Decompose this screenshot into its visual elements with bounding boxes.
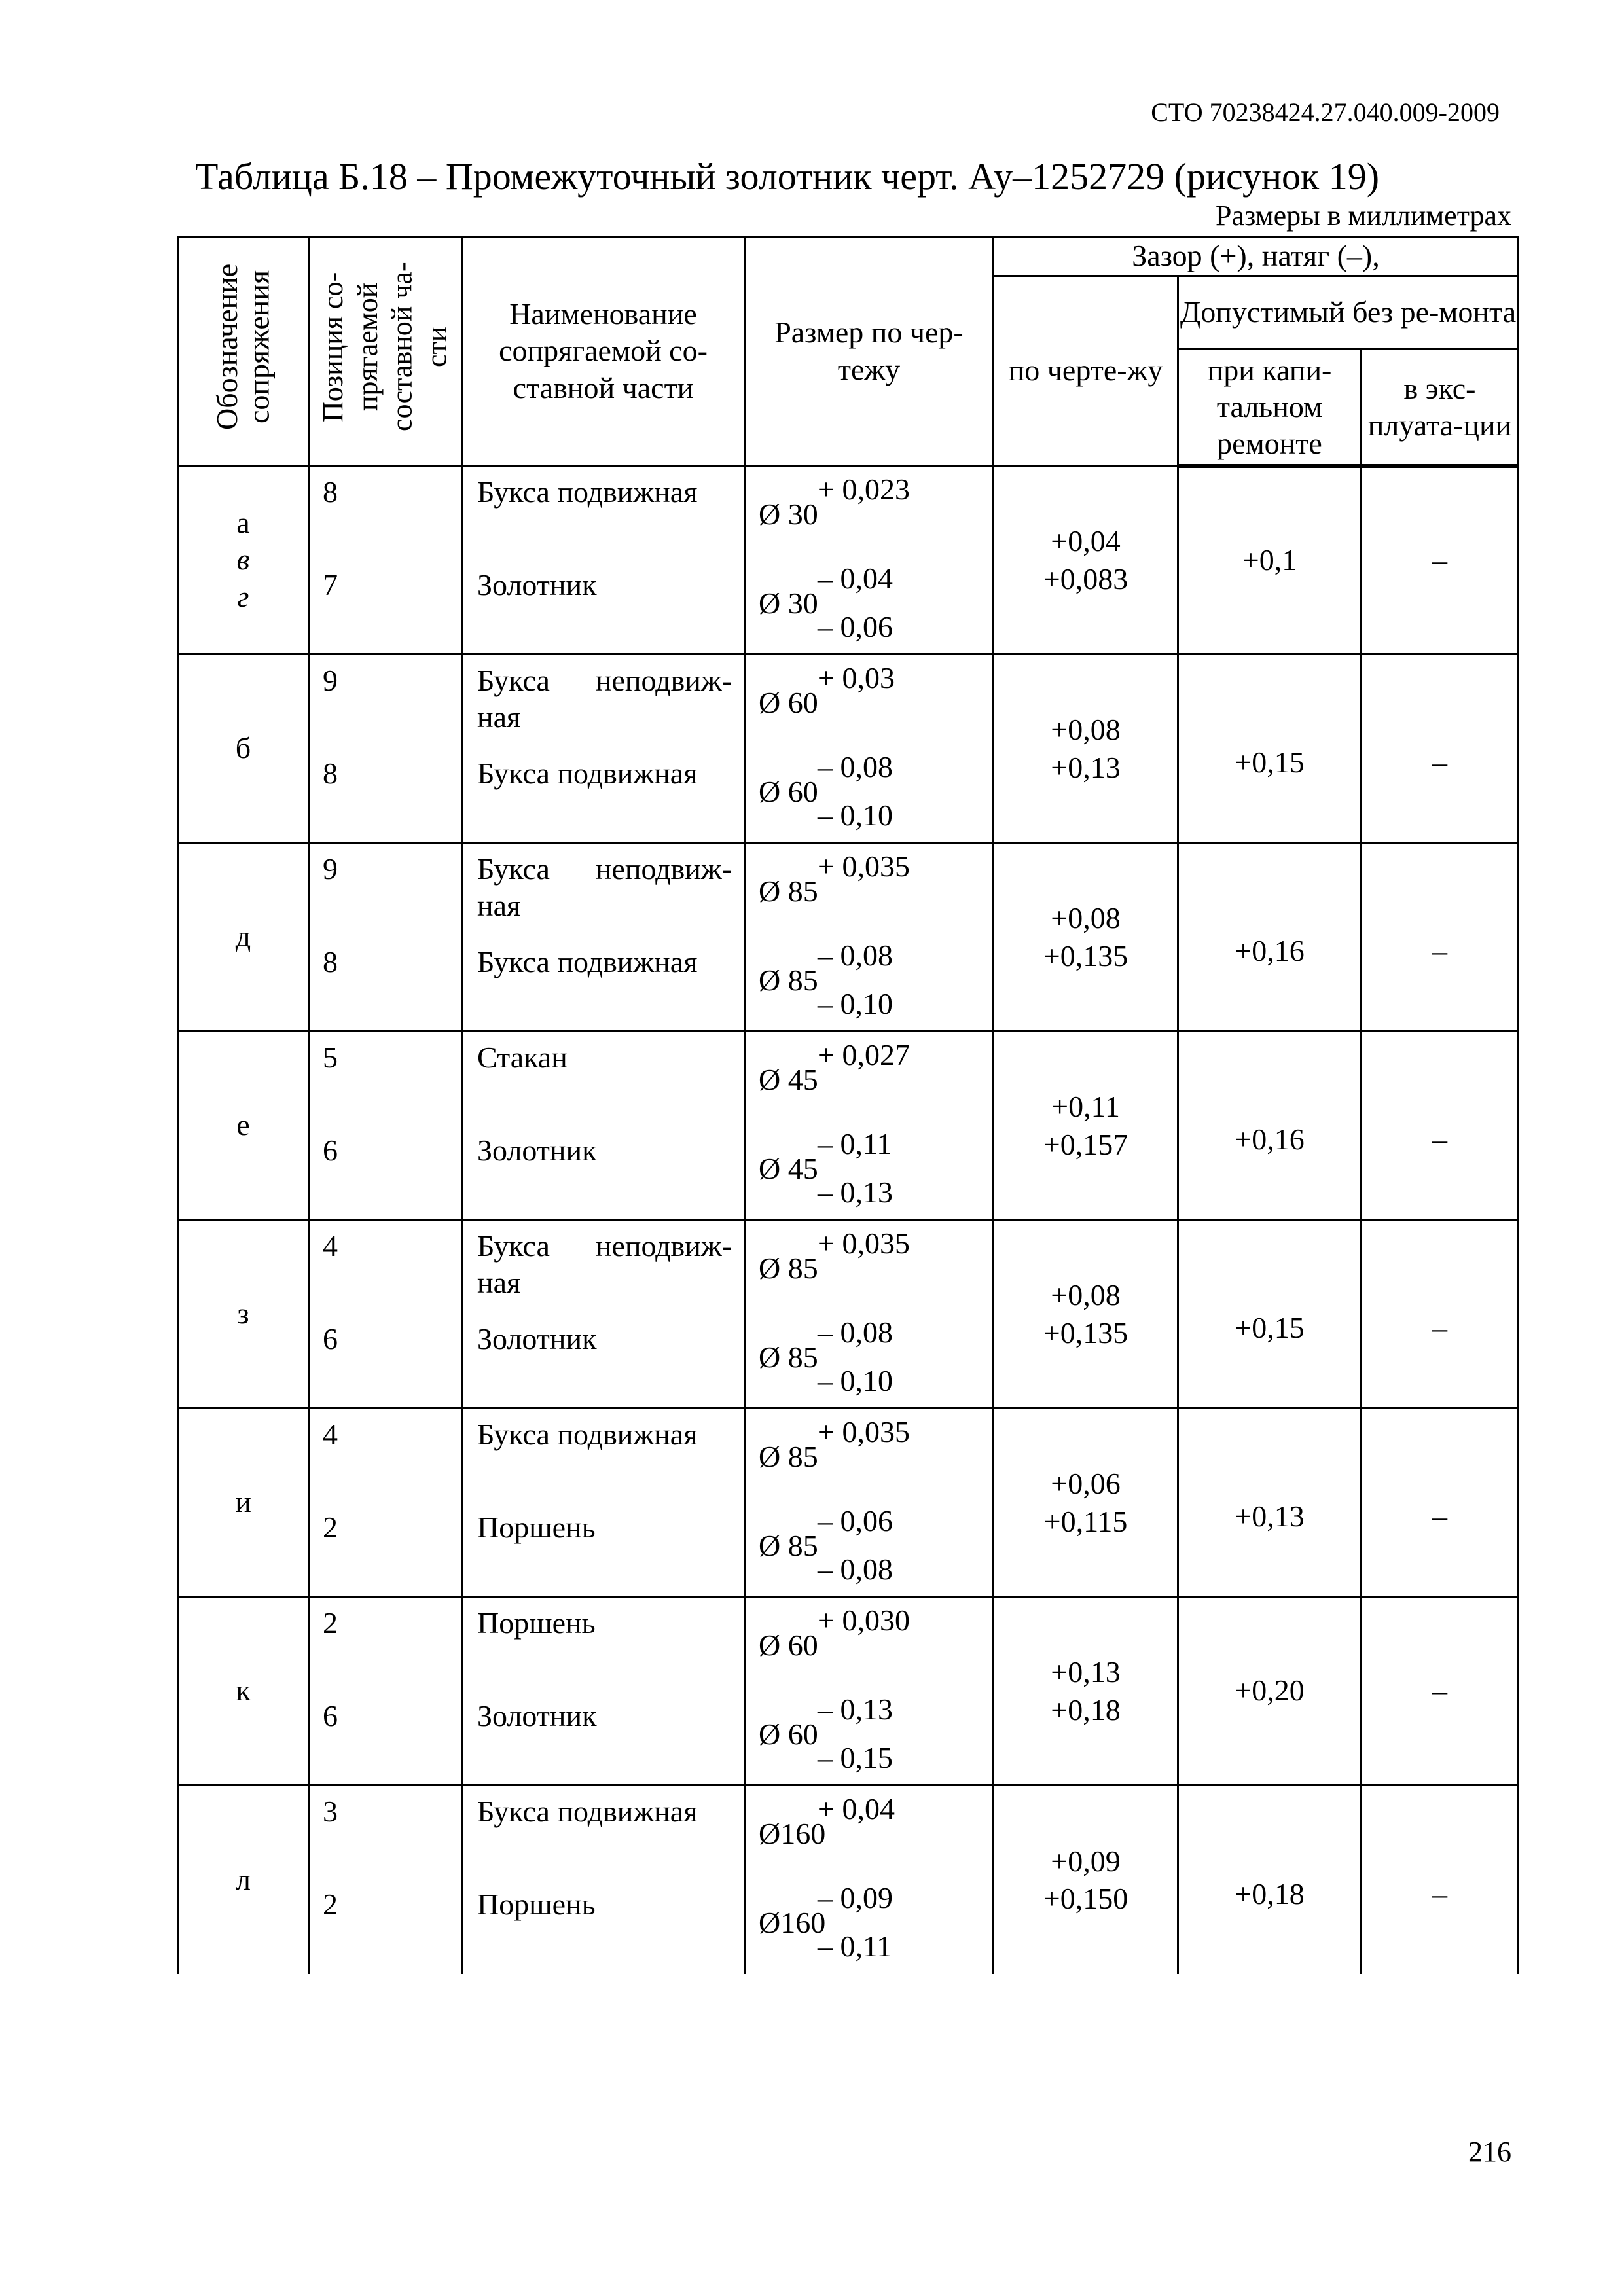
tolerance-bottom-lower: – 0,08 <box>818 1552 893 1586</box>
in-operation-value: – <box>1432 543 1447 577</box>
table-row <box>178 655 1519 843</box>
position-cell <box>309 1408 462 1597</box>
designation-cell <box>178 843 309 1031</box>
position-bottom: 2 <box>323 1510 338 1544</box>
col-allowed-group: Допустимый без ре-монта <box>1178 276 1519 350</box>
tolerance-top: + 0,04 <box>818 1792 895 1826</box>
col-position: Позиция со-прягаемой составной ча-сти <box>309 237 462 466</box>
position-top: 3 <box>323 1795 338 1829</box>
capital-repair-value: +0,20 <box>1235 1674 1305 1708</box>
col-gap-group: Зазор (+), натяг (–), <box>994 237 1519 276</box>
tolerance-bottom-lower: – 0,10 <box>818 986 893 1020</box>
table-row <box>178 843 1519 1031</box>
part-name-cell <box>462 1408 745 1597</box>
drawing-size-cell <box>745 655 994 843</box>
gap-max: +0,135 <box>1043 1316 1128 1350</box>
designation-letter: и <box>235 1485 251 1519</box>
position-cell <box>309 1220 462 1408</box>
dimension-top: Ø 85 <box>759 1251 818 1285</box>
tolerance-bottom-lower: – 0,13 <box>818 1175 893 1209</box>
position-cell <box>309 1785 462 1974</box>
tolerance-top: + 0,030 <box>818 1603 910 1637</box>
dimension-top: Ø 45 <box>759 1062 818 1096</box>
part-name-bottom: Поршень <box>477 1510 596 1544</box>
part-name-bottom: Золотник <box>477 1321 597 1355</box>
tolerance-bottom-lower: – 0,15 <box>818 1740 893 1774</box>
part-name-top: Букса подвижная <box>477 1795 698 1829</box>
drawing-size-cell <box>745 1597 994 1785</box>
capital-repair-cell <box>1178 655 1362 843</box>
dimension-bottom: Ø 45 <box>759 1151 818 1185</box>
part-name-top: Букса подвижная <box>477 1417 698 1451</box>
capital-repair-value: +0,1 <box>1242 543 1297 577</box>
position-cell <box>309 843 462 1031</box>
tolerance-top: + 0,035 <box>818 1226 910 1260</box>
dimension-bottom: Ø 60 <box>759 1717 818 1751</box>
in-operation-value: – <box>1432 934 1447 968</box>
designation-cell <box>178 1408 309 1597</box>
capital-repair-value: +0,16 <box>1235 1122 1305 1157</box>
position-top: 5 <box>323 1040 338 1074</box>
position-top: 4 <box>323 1417 338 1451</box>
col-capital-repair: при капи-тальном ремонте <box>1178 350 1362 466</box>
gap-max: +0,115 <box>1043 1504 1128 1538</box>
designation-letter: б <box>235 731 251 765</box>
gap-min: +0,08 <box>1051 713 1121 746</box>
tolerance-bottom-upper: – 0,08 <box>818 1315 893 1349</box>
designation-cell <box>178 1220 309 1408</box>
in-operation-value: – <box>1432 1122 1447 1157</box>
part-name-cell <box>462 655 745 843</box>
position-top: 8 <box>323 475 338 509</box>
dimension-top: Ø 60 <box>759 685 818 719</box>
position-top: 4 <box>323 1229 338 1263</box>
designation-letter: а <box>236 506 250 540</box>
designation-letter: г <box>237 579 249 613</box>
position-cell <box>309 1031 462 1220</box>
designation-cell <box>178 655 309 843</box>
part-name-bottom: Букса подвижная <box>477 756 698 790</box>
dimension-top: Ø160 <box>759 1817 826 1851</box>
in-operation-cell <box>1362 1220 1519 1408</box>
col-drawing-size: Размер по чер-тежу <box>745 237 994 466</box>
designation-letter: д <box>235 920 251 954</box>
drawing-size-cell <box>745 466 994 655</box>
in-operation-cell <box>1362 1408 1519 1597</box>
capital-repair-value: +0,15 <box>1235 1311 1305 1345</box>
capital-repair-value: +0,13 <box>1235 1499 1305 1534</box>
gap-max: +0,13 <box>1051 750 1121 784</box>
drawing-size-cell <box>745 1408 994 1597</box>
part-name-bottom: Золотник <box>477 1698 597 1732</box>
tolerance-bottom-upper: – 0,09 <box>818 1881 893 1915</box>
gap-max: +0,150 <box>1043 1882 1128 1916</box>
dimension-bottom: Ø 60 <box>759 774 818 808</box>
gap-min: +0,09 <box>1051 1844 1121 1878</box>
tolerance-bottom-upper: – 0,04 <box>818 561 893 595</box>
tolerance-top: + 0,023 <box>818 472 910 506</box>
tolerance-bottom-upper: – 0,08 <box>818 938 893 972</box>
gap-by-drawing-cell <box>994 1785 1178 1974</box>
dimension-top: Ø 60 <box>759 1628 818 1662</box>
dimension-top: Ø 85 <box>759 874 818 908</box>
gap-max: +0,083 <box>1043 562 1128 596</box>
capital-repair-value: +0,18 <box>1235 1877 1305 1911</box>
tolerance-top: + 0,035 <box>818 849 910 883</box>
designation-cell <box>178 1785 309 1974</box>
part-name-cell <box>462 843 745 1031</box>
part-name-top: Букса подвижная <box>477 475 698 509</box>
part-name-bottom: Букса подвижная <box>477 944 698 978</box>
position-bottom: 6 <box>323 1321 338 1355</box>
page-number: 216 <box>1468 2136 1511 2168</box>
table-caption: Таблица Б.18 – Промежуточный золотник черт. Ау–1252729 (рисунок 19) <box>195 155 1380 198</box>
in-operation-value: – <box>1432 1877 1447 1911</box>
table-row <box>178 1408 1519 1597</box>
designation-letter: л <box>236 1863 251 1897</box>
in-operation-value: – <box>1432 1499 1447 1534</box>
drawing-size-cell <box>745 1785 994 1974</box>
table-row <box>178 1031 1519 1220</box>
position-top: 9 <box>323 852 338 886</box>
gap-by-drawing-cell <box>994 1220 1178 1408</box>
dimension-bottom: Ø 85 <box>759 1528 818 1562</box>
dimension-top: Ø 85 <box>759 1439 818 1473</box>
in-operation-cell <box>1362 655 1519 843</box>
gap-max: +0,135 <box>1043 939 1128 973</box>
position-bottom: 6 <box>323 1698 338 1732</box>
part-name-bottom: Поршень <box>477 1888 596 1922</box>
part-name-bottom: Золотник <box>477 1133 597 1167</box>
in-operation-value: – <box>1432 1674 1447 1708</box>
in-operation-cell <box>1362 1031 1519 1220</box>
drawing-size-cell <box>745 1220 994 1408</box>
part-name-top: Стакан <box>477 1040 568 1074</box>
capital-repair-value: +0,16 <box>1235 934 1305 968</box>
col-by-drawing: по черте-жу <box>994 276 1178 466</box>
tolerance-bottom-upper: – 0,13 <box>818 1692 893 1726</box>
mating-parts-table <box>177 236 1519 1974</box>
tolerance-top: + 0,03 <box>818 660 895 694</box>
part-name-cell <box>462 1220 745 1408</box>
units-note: Размеры в миллиметрах <box>1216 200 1511 232</box>
dimension-bottom: Ø 85 <box>759 963 818 997</box>
col-part-name: Наименование сопрягаемой со-ставной части <box>462 237 745 466</box>
gap-min: +0,06 <box>1051 1467 1121 1500</box>
designation-cell <box>178 1031 309 1220</box>
capital-repair-cell <box>1178 1408 1362 1597</box>
in-operation-cell <box>1362 1785 1519 1974</box>
part-name-top: Букса неподвиж-ная <box>477 852 732 922</box>
table-row <box>178 1220 1519 1408</box>
part-name-top: Букса неподвиж-ная <box>477 1229 732 1299</box>
gap-max: +0,157 <box>1043 1127 1128 1161</box>
position-bottom: 6 <box>323 1133 338 1167</box>
gap-min: +0,04 <box>1051 524 1121 558</box>
table-row <box>178 1597 1519 1785</box>
gap-by-drawing-cell <box>994 1408 1178 1597</box>
gap-min: +0,11 <box>1051 1090 1120 1123</box>
col-designation: Обозначение сопряжения <box>178 237 309 466</box>
designation-letter: к <box>236 1674 251 1708</box>
in-operation-value: – <box>1432 745 1447 780</box>
drawing-size-cell <box>745 843 994 1031</box>
designation-cell <box>178 466 309 655</box>
designation-letter: в <box>236 543 250 577</box>
dimension-bottom: Ø160 <box>759 1906 826 1940</box>
gap-by-drawing-cell <box>994 655 1178 843</box>
position-bottom: 8 <box>323 944 338 978</box>
position-bottom: 2 <box>323 1888 338 1922</box>
table-row <box>178 466 1519 655</box>
position-cell <box>309 1597 462 1785</box>
gap-min: +0,08 <box>1051 901 1121 935</box>
capital-repair-cell <box>1178 1220 1362 1408</box>
part-name-top: Поршень <box>477 1605 596 1640</box>
in-operation-cell <box>1362 843 1519 1031</box>
gap-min: +0,13 <box>1051 1655 1121 1689</box>
col-in-operation: в экс-плуата-ции <box>1362 350 1519 466</box>
position-cell <box>309 655 462 843</box>
tolerance-bottom-lower: – 0,10 <box>818 1363 893 1397</box>
part-name-cell <box>462 1785 745 1974</box>
drawing-size-cell <box>745 1031 994 1220</box>
position-top: 2 <box>323 1605 338 1640</box>
part-name-bottom: Золотник <box>477 567 597 601</box>
position-bottom: 8 <box>323 756 338 790</box>
capital-repair-cell <box>1178 466 1362 655</box>
in-operation-value: – <box>1432 1311 1447 1345</box>
dimension-bottom: Ø 85 <box>759 1340 818 1374</box>
position-bottom: 7 <box>323 567 338 601</box>
in-operation-cell <box>1362 466 1519 655</box>
capital-repair-cell <box>1178 1597 1362 1785</box>
document-code: СТО 70238424.27.040.009-2009 <box>1151 98 1500 127</box>
in-operation-cell <box>1362 1597 1519 1785</box>
gap-by-drawing-cell <box>994 843 1178 1031</box>
dimension-bottom: Ø 30 <box>759 586 818 620</box>
part-name-cell <box>462 1031 745 1220</box>
tolerance-top: + 0,035 <box>818 1414 910 1448</box>
capital-repair-cell <box>1178 1785 1362 1974</box>
tolerance-bottom-lower: – 0,11 <box>818 1929 892 1964</box>
position-top: 9 <box>323 663 338 697</box>
capital-repair-value: +0,15 <box>1235 745 1305 780</box>
dimension-top: Ø 30 <box>759 497 818 531</box>
tolerance-bottom-lower: – 0,06 <box>818 609 893 643</box>
designation-letter: е <box>236 1108 250 1142</box>
part-name-top: Букса неподвиж-ная <box>477 663 732 734</box>
part-name-cell <box>462 466 745 655</box>
table-row <box>178 1785 1519 1974</box>
tolerance-bottom-upper: – 0,06 <box>818 1503 893 1537</box>
gap-by-drawing-cell <box>994 1031 1178 1220</box>
gap-max: +0,18 <box>1051 1693 1121 1727</box>
gap-by-drawing-cell <box>994 466 1178 655</box>
designation-cell <box>178 1597 309 1785</box>
position-cell <box>309 466 462 655</box>
gap-min: +0,08 <box>1051 1278 1121 1312</box>
tolerance-bottom-lower: – 0,10 <box>818 798 893 832</box>
part-name-cell <box>462 1597 745 1785</box>
tolerance-bottom-upper: – 0,08 <box>818 749 893 783</box>
gap-by-drawing-cell <box>994 1597 1178 1785</box>
designation-letter: з <box>237 1297 249 1331</box>
capital-repair-cell <box>1178 1031 1362 1220</box>
capital-repair-cell <box>1178 843 1362 1031</box>
tolerance-bottom-upper: – 0,11 <box>818 1126 892 1160</box>
tolerance-top: + 0,027 <box>818 1037 910 1071</box>
